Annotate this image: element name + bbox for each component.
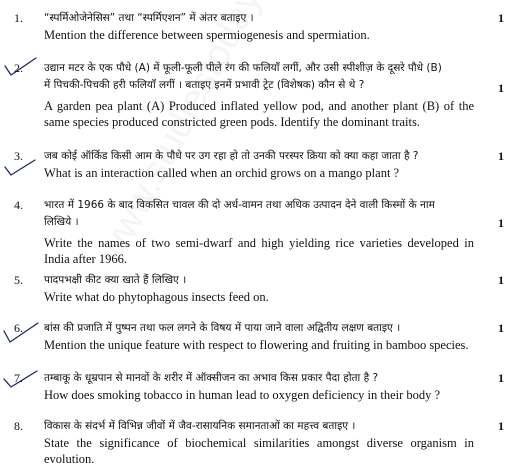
question-number: 4. — [14, 198, 23, 212]
marks: 1 — [498, 81, 504, 95]
question-hindi: जब कोई ऑर्किड किसी आम के पौधे पर उग रहा हो तो उनकी परस्पर क्रिया को क्या कहा जाता है ? — [44, 150, 419, 162]
question-number: 2. — [14, 61, 23, 75]
question-number: 8. — [14, 419, 23, 433]
question-hindi: विकास के संदर्भ में विभिन्न जीवों में जैव-रासायनिक समानताओं का महत्त्व बताइए । — [44, 420, 356, 432]
question-number: 6. — [14, 321, 23, 335]
question-hindi-line-2: लिखिये । — [44, 216, 79, 228]
marks: 1 — [498, 149, 504, 163]
question-hindi-line-2: में पिचकी-पिचकी हरी फलियाँ लगीं । बताइए इनमें प्रभावी ट्रेट (विशेषक) कौन से थे ? — [44, 79, 365, 91]
question-number: 7. — [14, 371, 23, 385]
question-hindi-line-1: उद्यान मटर के एक पौधे (A) में फूली-फूली पीले रंग की फलियाँ लगीं, और उसी स्पीशीज़ के दूसरे पौधे (B) — [44, 62, 442, 74]
question-english: Mention the difference between spermiogenesis and spermiation. — [44, 28, 370, 42]
marks: 1 — [498, 11, 504, 25]
question-english: State the significance of biochemical similarities amongst diverse organism in evolution. — [44, 436, 474, 466]
question-english: Mention the unique feature with respect to flowering and fruiting in bamboo species. — [44, 338, 469, 352]
question-number: 3. — [14, 149, 23, 163]
question-english: How does smoking tobacco in human lead to oxygen deficiency in their body ? — [44, 388, 441, 402]
question-english: Write what do phytophagous insects feed on. — [44, 290, 269, 304]
question-hindi-line-1: भारत में 1966 के बाद विकसित चावल की दो अर्ध-वामन तथा अधिक उत्पादन देने वाली किस्मों के नाम — [44, 199, 435, 211]
question-english: What is an interaction called when an orchid grows on a mango plant ? — [44, 166, 400, 180]
question-hindi: पादपभक्षी कीट क्या खाते हैं लिखिए । — [44, 274, 187, 286]
marks: 1 — [498, 419, 504, 433]
marks: 1 — [498, 216, 504, 230]
question-hindi: बांस की प्रजाति में पुष्पन तथा फल लगने के विषय में पाया जाने वाला अद्वितीय लक्षण बताइए । — [44, 322, 401, 334]
marks: 1 — [498, 273, 504, 287]
question-english: Write the names of two semi-dwarf and high yielding rice varieties developed in India after 1966. — [44, 236, 474, 266]
question-hindi: “स्पर्मिओजेनेसिस” तथा “स्पर्मिएशन” में अंतर बताइए । — [44, 12, 254, 24]
question-number: 1. — [14, 11, 23, 25]
question-english: A garden pea plant (A) Produced inflated yellow pod, and another plant (B) of the same species produced constricted green pods. Identify the dominant traits. — [44, 99, 474, 129]
marks: 1 — [498, 321, 504, 335]
question-hindi: तम्बाकू के धूम्रपान से मानवों के शरीर में ऑक्सीजन का अभाव किस प्रकार पैदा होता है ? — [44, 372, 379, 384]
marks: 1 — [498, 371, 504, 385]
question-number: 5. — [14, 273, 23, 287]
